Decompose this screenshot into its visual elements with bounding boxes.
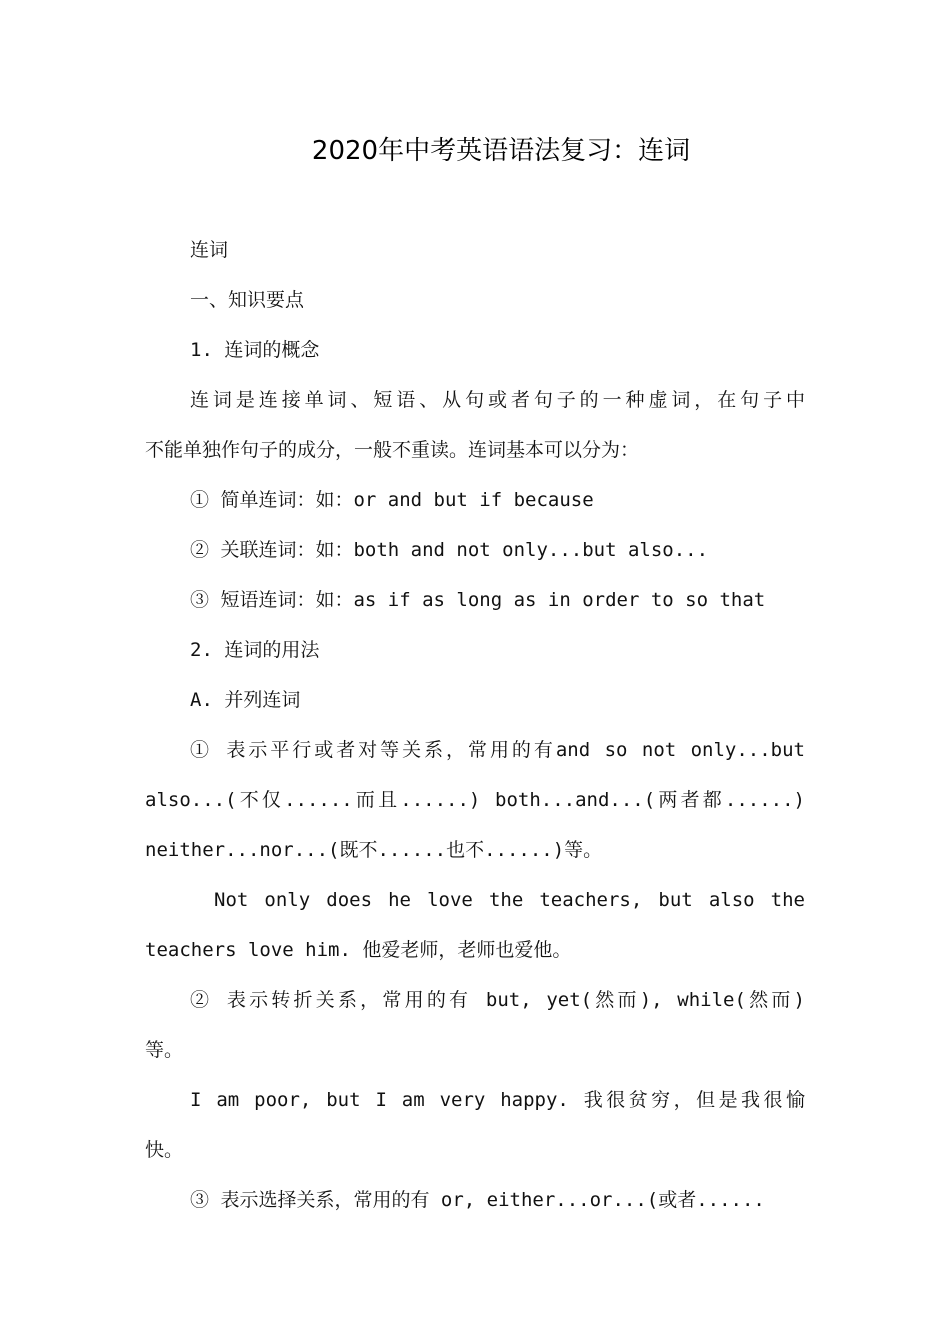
example-line: 快。	[145, 1139, 184, 1161]
item-heading: 1. 连词的概念	[190, 339, 320, 361]
paragraph-line: neither...nor...(既不......也不......)等。	[145, 839, 603, 861]
paragraph-line: also...(不仅......而且......) both...and...(两者都......)	[145, 789, 805, 811]
subsection-heading: 一、知识要点	[190, 289, 305, 311]
paragraph-line: 不能单独作句子的成分，一般不重读。连词基本可以分为：	[145, 439, 640, 461]
list-item: ② 关联连词：如：both and not only...but also...	[190, 539, 709, 561]
example-line: teachers love him. 他爱老师，老师也爱他。	[145, 939, 572, 961]
paragraph-line: ② 表示转折关系，常用的有 but, yet(然而), while(然而)	[190, 989, 805, 1011]
paragraph-line: ① 表示平行或者对等关系，常用的有and so not only...but	[190, 739, 805, 761]
example-line: I am poor, but I am very happy. 我很贫穷，但是我很愉	[190, 1089, 805, 1111]
item-heading: 2. 连词的用法	[190, 639, 320, 661]
paragraph-line: 等。	[145, 1039, 184, 1061]
paragraph-line: ③ 表示选择关系，常用的有 or, either...or...(或者......	[190, 1189, 765, 1211]
paragraph-line: 连词是连接单词、短语、从句或者句子的一种虚词，在句子中	[190, 389, 805, 411]
page-title: 2020年中考英语语法复习：连词	[311, 136, 691, 166]
list-item: ③ 短语连词：如：as if as long as in order to so that	[190, 589, 766, 611]
section-heading: 连词	[190, 239, 229, 261]
example-line: Not only does he love the teachers, but also the	[214, 889, 805, 911]
subsection-heading: A. 并列连词	[190, 689, 301, 711]
list-item: ① 简单连词：如：or and but if because	[190, 489, 594, 511]
